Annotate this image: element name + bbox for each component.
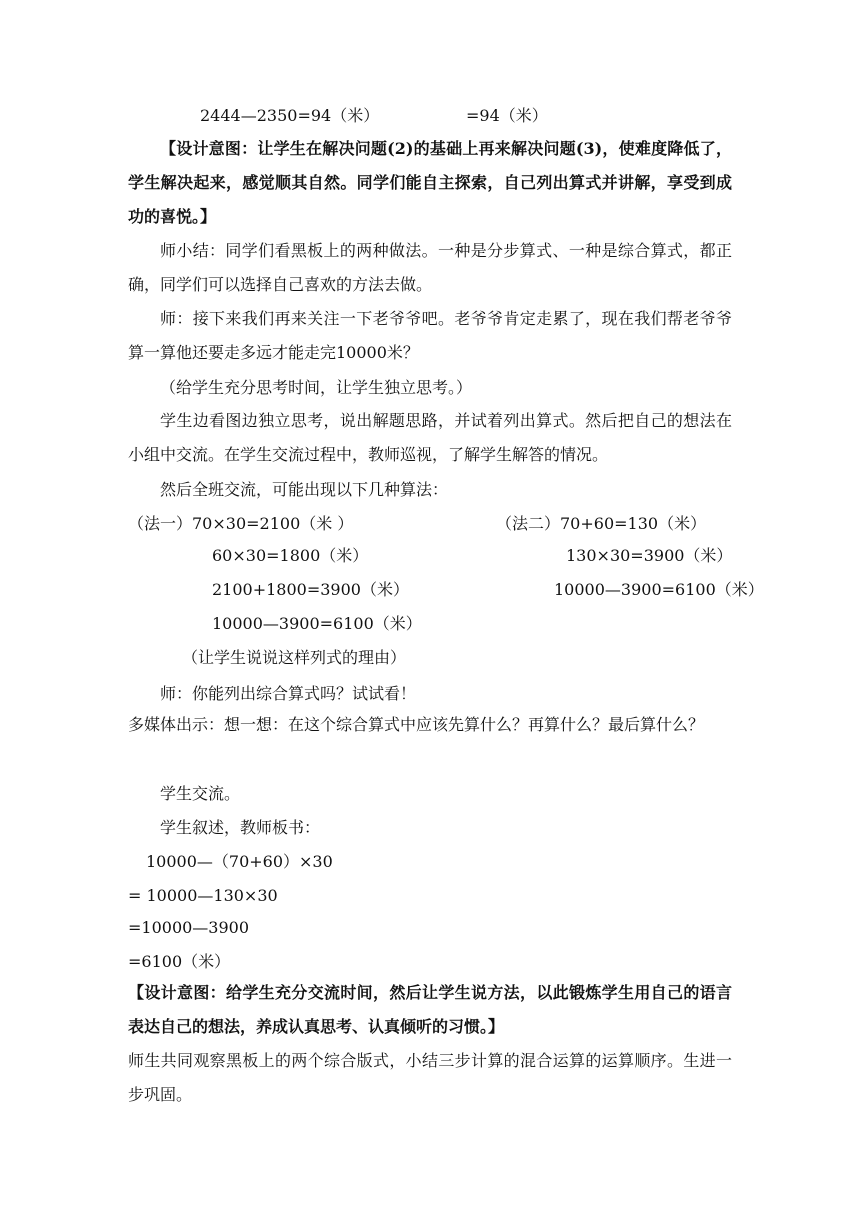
method-1-line-2: 60×30=1800（米） [212, 546, 369, 565]
students-think: 学生边看图边独立思考，说出解题思路，并试着列出算式。然后把自己的想法在小组中交流。在学生交流过程中，教师巡视，了解学生解答的情况。 [128, 411, 732, 464]
method-1-line-1: （法一）70×30=2100（米 ） [128, 514, 354, 533]
method-2-line-2: 130×30=3900（米） [566, 546, 733, 565]
final-summary: 师生共同观察黑板上的两个综合版式，小结三步计算的混合运算的运算顺序。生进一步巩固。 [128, 1051, 732, 1104]
method-1-line-3: 2100+1800=3900（米） [212, 580, 409, 599]
reason-note: （让学生说说这样列式的理由） [182, 648, 407, 667]
board-calc-line-3: =10000—3900 [128, 918, 250, 937]
design-intent-2: 【设计意图：给学生充分交流时间，然后让学生说方法，以此锻炼学生用自己的语言表达自己的想法，养成认真思考、认真倾听的习惯。】 [128, 983, 732, 1036]
calc-line-right: =94（米） [466, 106, 548, 125]
student-narrate: 学生叙述，教师板书： [160, 818, 321, 837]
student-exchange: 学生交流。 [160, 784, 241, 803]
method-2-line-1: （法二）70+60=130（米） [496, 514, 707, 533]
teacher-summary: 师小结：同学们看黑板上的两种做法。一种是分步算式、一种是综合算式，都正确，同学们可以选择自己喜欢的方法去做。 [128, 241, 732, 294]
method-1-line-4: 10000—3900=6100（米） [212, 614, 422, 633]
multimedia-prompt: 多媒体出示：想一想：在这个综合算式中应该先算什么？再算什么？最后算什么？ [128, 715, 705, 734]
class-exchange: 然后全班交流，可能出现以下几种算法： [160, 480, 449, 499]
method-2-line-3: 10000—3900=6100（米） [554, 580, 764, 599]
board-calc-line-1: 10000—（70+60）×30 [146, 852, 333, 871]
board-calc-line-4: =6100（米） [128, 952, 231, 971]
design-intent-1: 【设计意图：让学生在解决问题(2)的基础上再来解决问题(3)，使难度降低了，学生解决起来，感觉顺其自然。同学们能自主探索，自己列出算式并讲解，享受到成功的喜悦。】 [128, 139, 732, 226]
think-time-note: （给学生充分思考时间，让学生独立思考。） [160, 378, 473, 397]
board-calc-line-2: = 10000—130×30 [128, 886, 278, 905]
teacher-prompt: 师：你能列出综合算式吗？试试看！ [160, 684, 417, 703]
teacher-question: 师：接下来我们再来关注一下老爷爷吧。老爷爷肯定走累了，现在我们帮老爷爷算一算他还要走多远才能走完10000米？ [128, 309, 732, 362]
calc-line-left: 2444—2350=94（米） [200, 106, 380, 125]
